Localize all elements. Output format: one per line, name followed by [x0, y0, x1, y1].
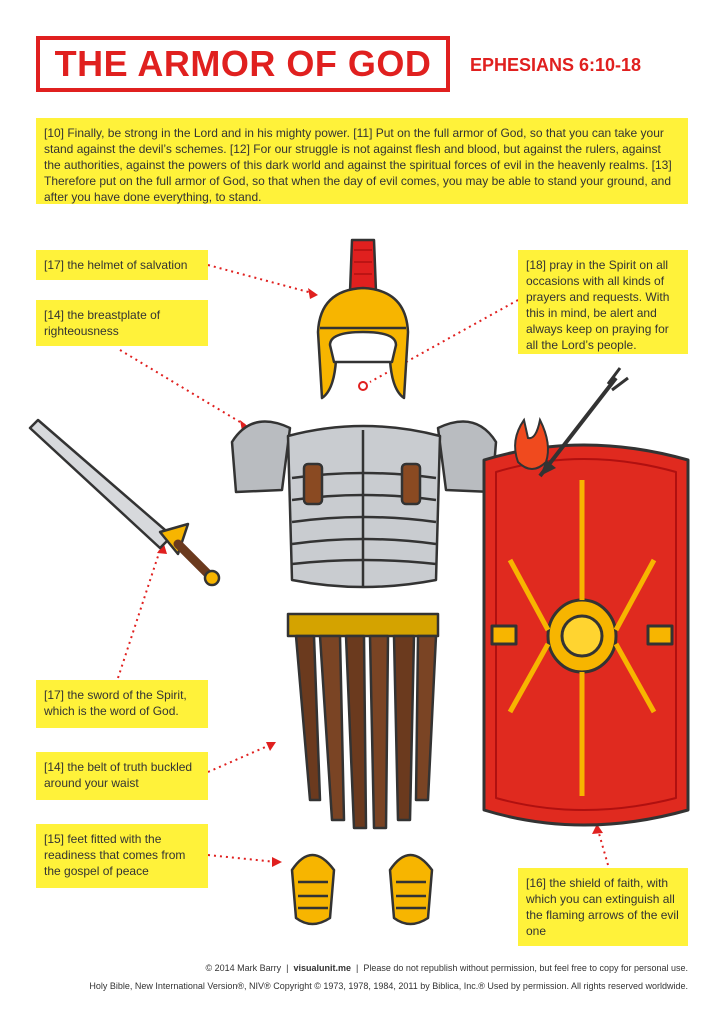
label-helmet: [17] the helmet of salvation: [36, 250, 208, 280]
sandals-icon: [292, 855, 432, 924]
passage-text: [10] Finally, be strong in the Lord and in his mighty power. [11] Put on the full armor of God, so that you can take your stand against the devil’s schemes. [12] For our struggle is not against flesh and blood, but against the rulers, against the authorities, against the powers of this dark world and against the spiritual forces of evil in the heavenly realms. [13] Therefore put on the full armor of God, so that when the day of evil comes, you may be able to stand your ground, and after you have done everything, to stand.: [36, 118, 688, 204]
footer-permission: Please do not republish without permission, but feel free to copy for personal use.: [363, 963, 688, 973]
footer-credits: © 2014 Mark Barry | visualunit.me | Please do not republish without permission, but feel free to copy for personal use.: [205, 963, 688, 973]
footer-bible-credit: Holy Bible, New International Version®, NIV® Copyright © 1973, 1978, 1984, 2011 by Biblica, Inc.® Used by permission. All rights reserved worldwide.: [89, 981, 688, 991]
label-breastplate: [14] the breastplate of righteousness: [36, 300, 208, 346]
scripture-reference: EPHESIANS 6:10-18: [470, 55, 642, 75]
shield-icon: [484, 445, 688, 825]
sword-icon: [30, 420, 219, 585]
footer-site: visualunit.me: [293, 963, 351, 973]
label-prayer: [18] pray in the Spirit on all occasions with all kinds of prayers and requests. With this in mind, be alert and always keep on praying for all the Lord’s people.: [518, 250, 688, 354]
page-title: THE ARMOR OF GOD: [54, 43, 432, 84]
belt-icon: [288, 614, 438, 828]
breastplate-icon: [232, 422, 496, 587]
helmet-icon: [318, 240, 408, 398]
label-feet: [15] feet fitted with the readiness that comes from the gospel of peace: [36, 824, 208, 888]
label-shield: [16] the shield of faith, with which you can extinguish all the flaming arrows of the evil one: [518, 868, 688, 946]
footer-copyright: © 2014 Mark Barry: [205, 963, 282, 973]
label-belt: [14] the belt of truth buckled around your waist: [36, 752, 208, 800]
label-sword: [17] the sword of the Spirit, which is the word of God.: [36, 680, 208, 728]
